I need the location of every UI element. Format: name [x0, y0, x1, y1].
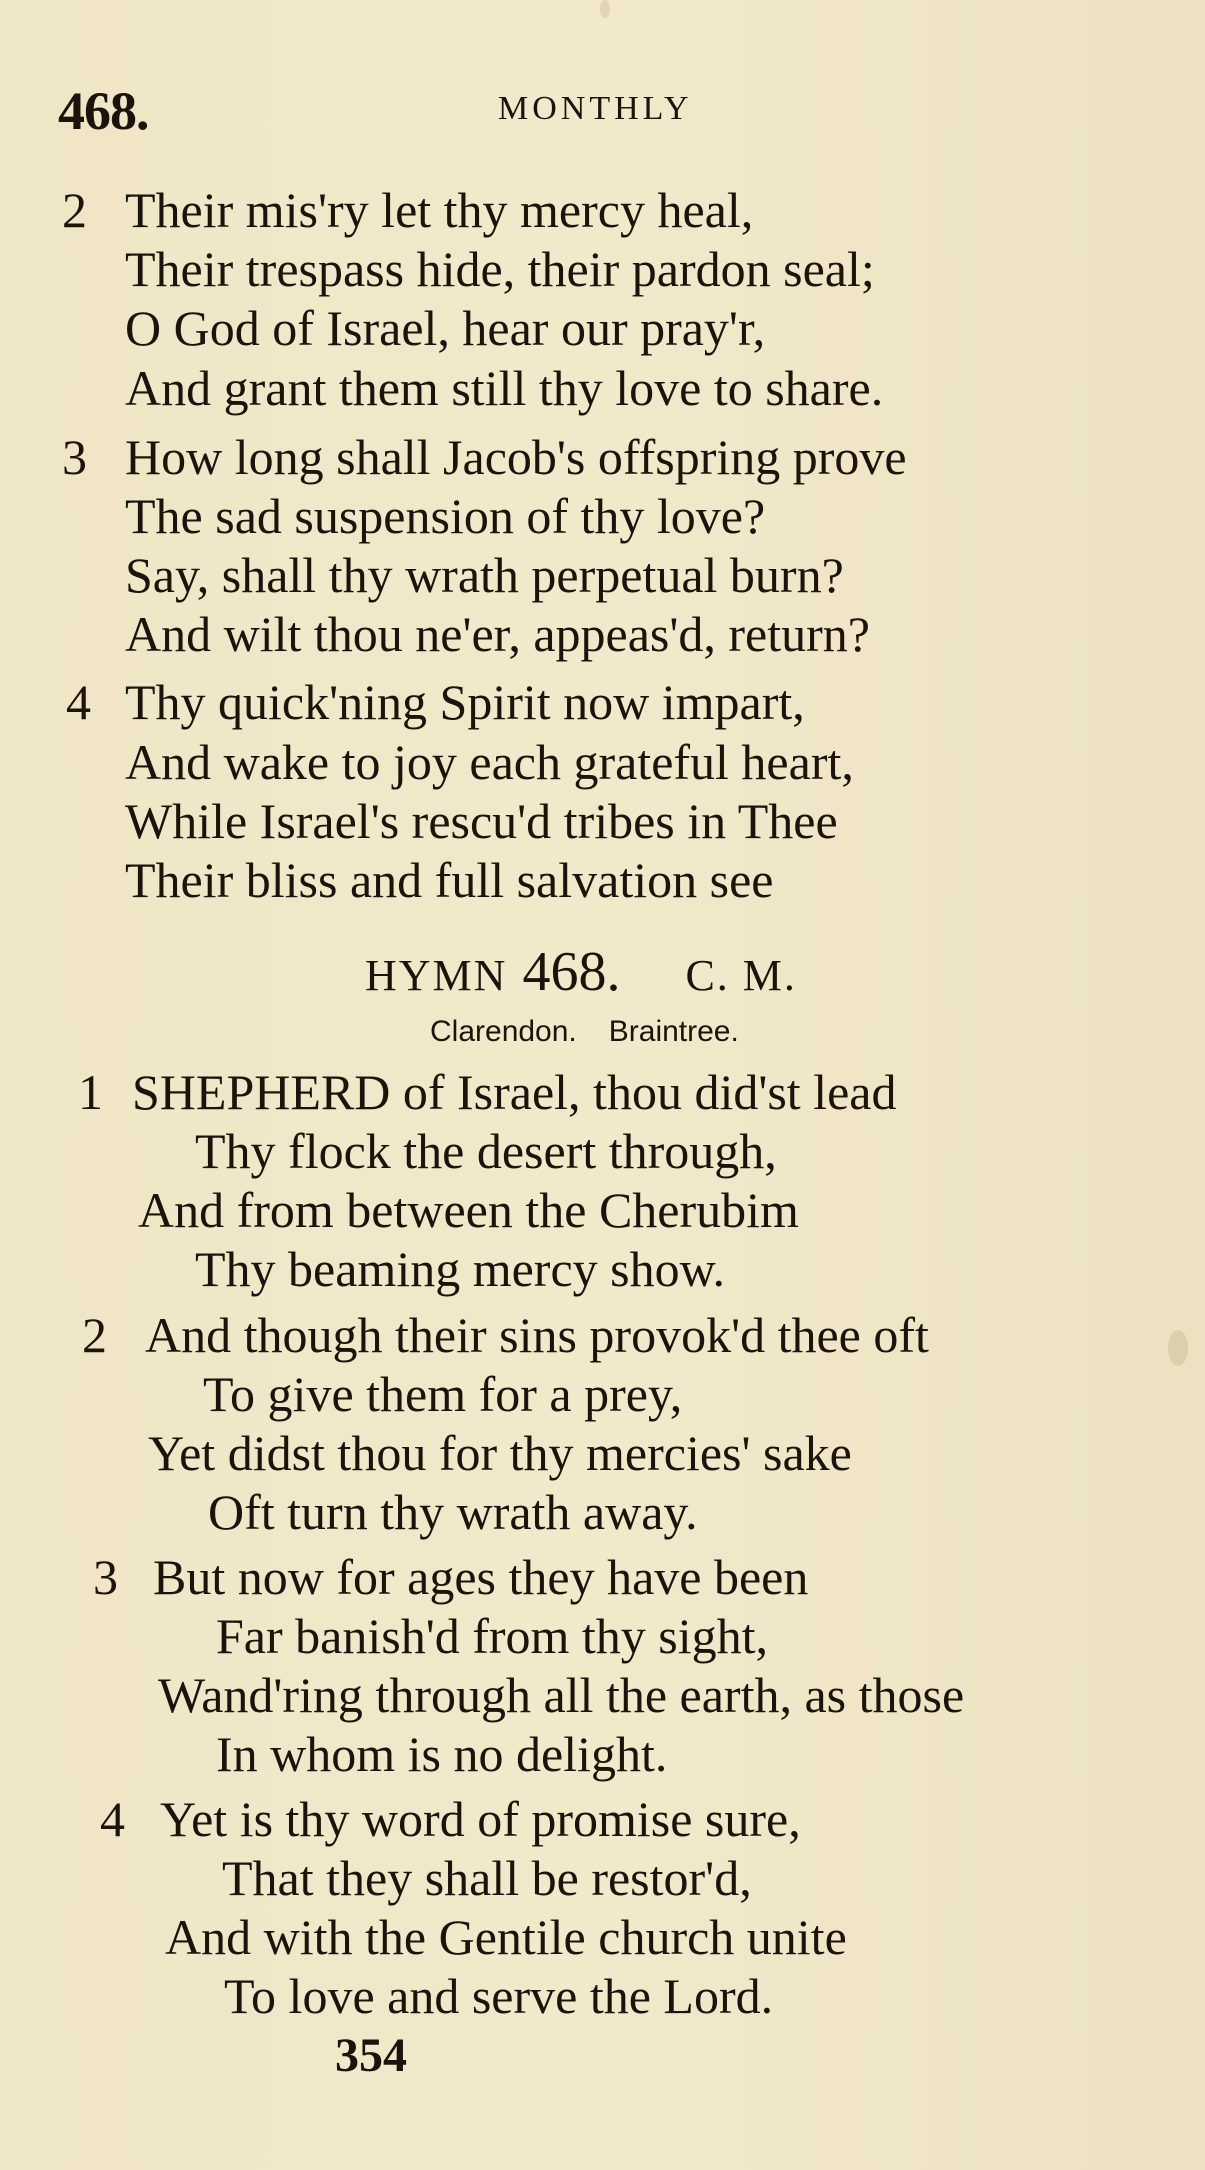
verse-line: Oft turn thy wrath away.: [208, 1484, 698, 1540]
hymn-number: 468.: [522, 941, 621, 1003]
verse-line: O God of Israel, hear our pray'r,: [125, 300, 766, 356]
verse-line: And wilt thou ne'er, appeas'd, return?: [125, 606, 870, 662]
hymn-title-word: HYMN: [365, 951, 508, 1000]
verse-line: And from between the Cherubim: [138, 1182, 799, 1238]
verse-line: Thy beaming mercy show.: [195, 1241, 725, 1297]
paper-stain: [1168, 1330, 1188, 1366]
verse-line: And grant them still thy love to share.: [125, 360, 884, 416]
verse-line: Thy flock the desert through,: [195, 1123, 777, 1179]
verse-number: 3: [93, 1549, 118, 1605]
verse-line: Wand'ring through all the earth, as those: [158, 1667, 965, 1723]
verse-line: That they shall be restor'd,: [222, 1850, 752, 1906]
verse-line: And with the Gentile church unite: [165, 1909, 847, 1965]
page-number: 468.: [58, 81, 149, 141]
verse-number: 2: [82, 1307, 107, 1363]
verse-line: But now for ages they have been: [153, 1549, 809, 1605]
verse-number: 1: [78, 1064, 103, 1120]
verse-line: Say, shall thy wrath perpetual burn?: [125, 547, 844, 603]
verse-number: 2: [62, 182, 87, 238]
verse-line: Far banish'd from thy sight,: [216, 1608, 769, 1664]
verse-number: 4: [100, 1791, 125, 1847]
verse-line: Their trespass hide, their pardon seal;: [125, 241, 875, 297]
verse-line: Their mis'ry let thy mercy heal,: [125, 182, 754, 238]
verse-line: The sad suspension of thy love?: [125, 488, 766, 544]
hymn-meter: C. M.: [685, 951, 797, 1000]
verse-number: 4: [66, 674, 91, 730]
paper-stain: [600, 0, 610, 18]
verse-line: To love and serve the Lord.: [224, 1968, 774, 2024]
tune-names: [430, 1015, 739, 1049]
verse-line: In whom is no delight.: [216, 1726, 668, 1782]
tune-name: Braintree.: [608, 1015, 739, 1048]
verse-line: How long shall Jacob's offspring prove: [125, 429, 907, 485]
verse-line: To give them for a prey,: [203, 1366, 683, 1422]
verse-line: And though their sins provok'd thee oft: [145, 1307, 929, 1363]
verse-number: 3: [62, 429, 87, 485]
verse-line: And wake to joy each grateful heart,: [125, 734, 854, 790]
verse-line: Thy quick'ning Spirit now impart,: [125, 674, 805, 730]
signature-number: 354: [335, 2029, 407, 2082]
hymn-title: [365, 940, 797, 1004]
verse-line: SHEPHERD of Israel, thou did'st lead: [132, 1064, 897, 1120]
verse-line: Their bliss and full salvation see: [125, 852, 774, 908]
running-head: MONTHLY: [498, 90, 693, 127]
verse-line: Yet is thy word of promise sure,: [160, 1791, 801, 1847]
verse-line: Yet didst thou for thy mercies' sake: [148, 1425, 852, 1481]
verse-line: While Israel's rescu'd tribes in Thee: [125, 793, 838, 849]
tune-name: Clarendon.: [430, 1015, 577, 1048]
